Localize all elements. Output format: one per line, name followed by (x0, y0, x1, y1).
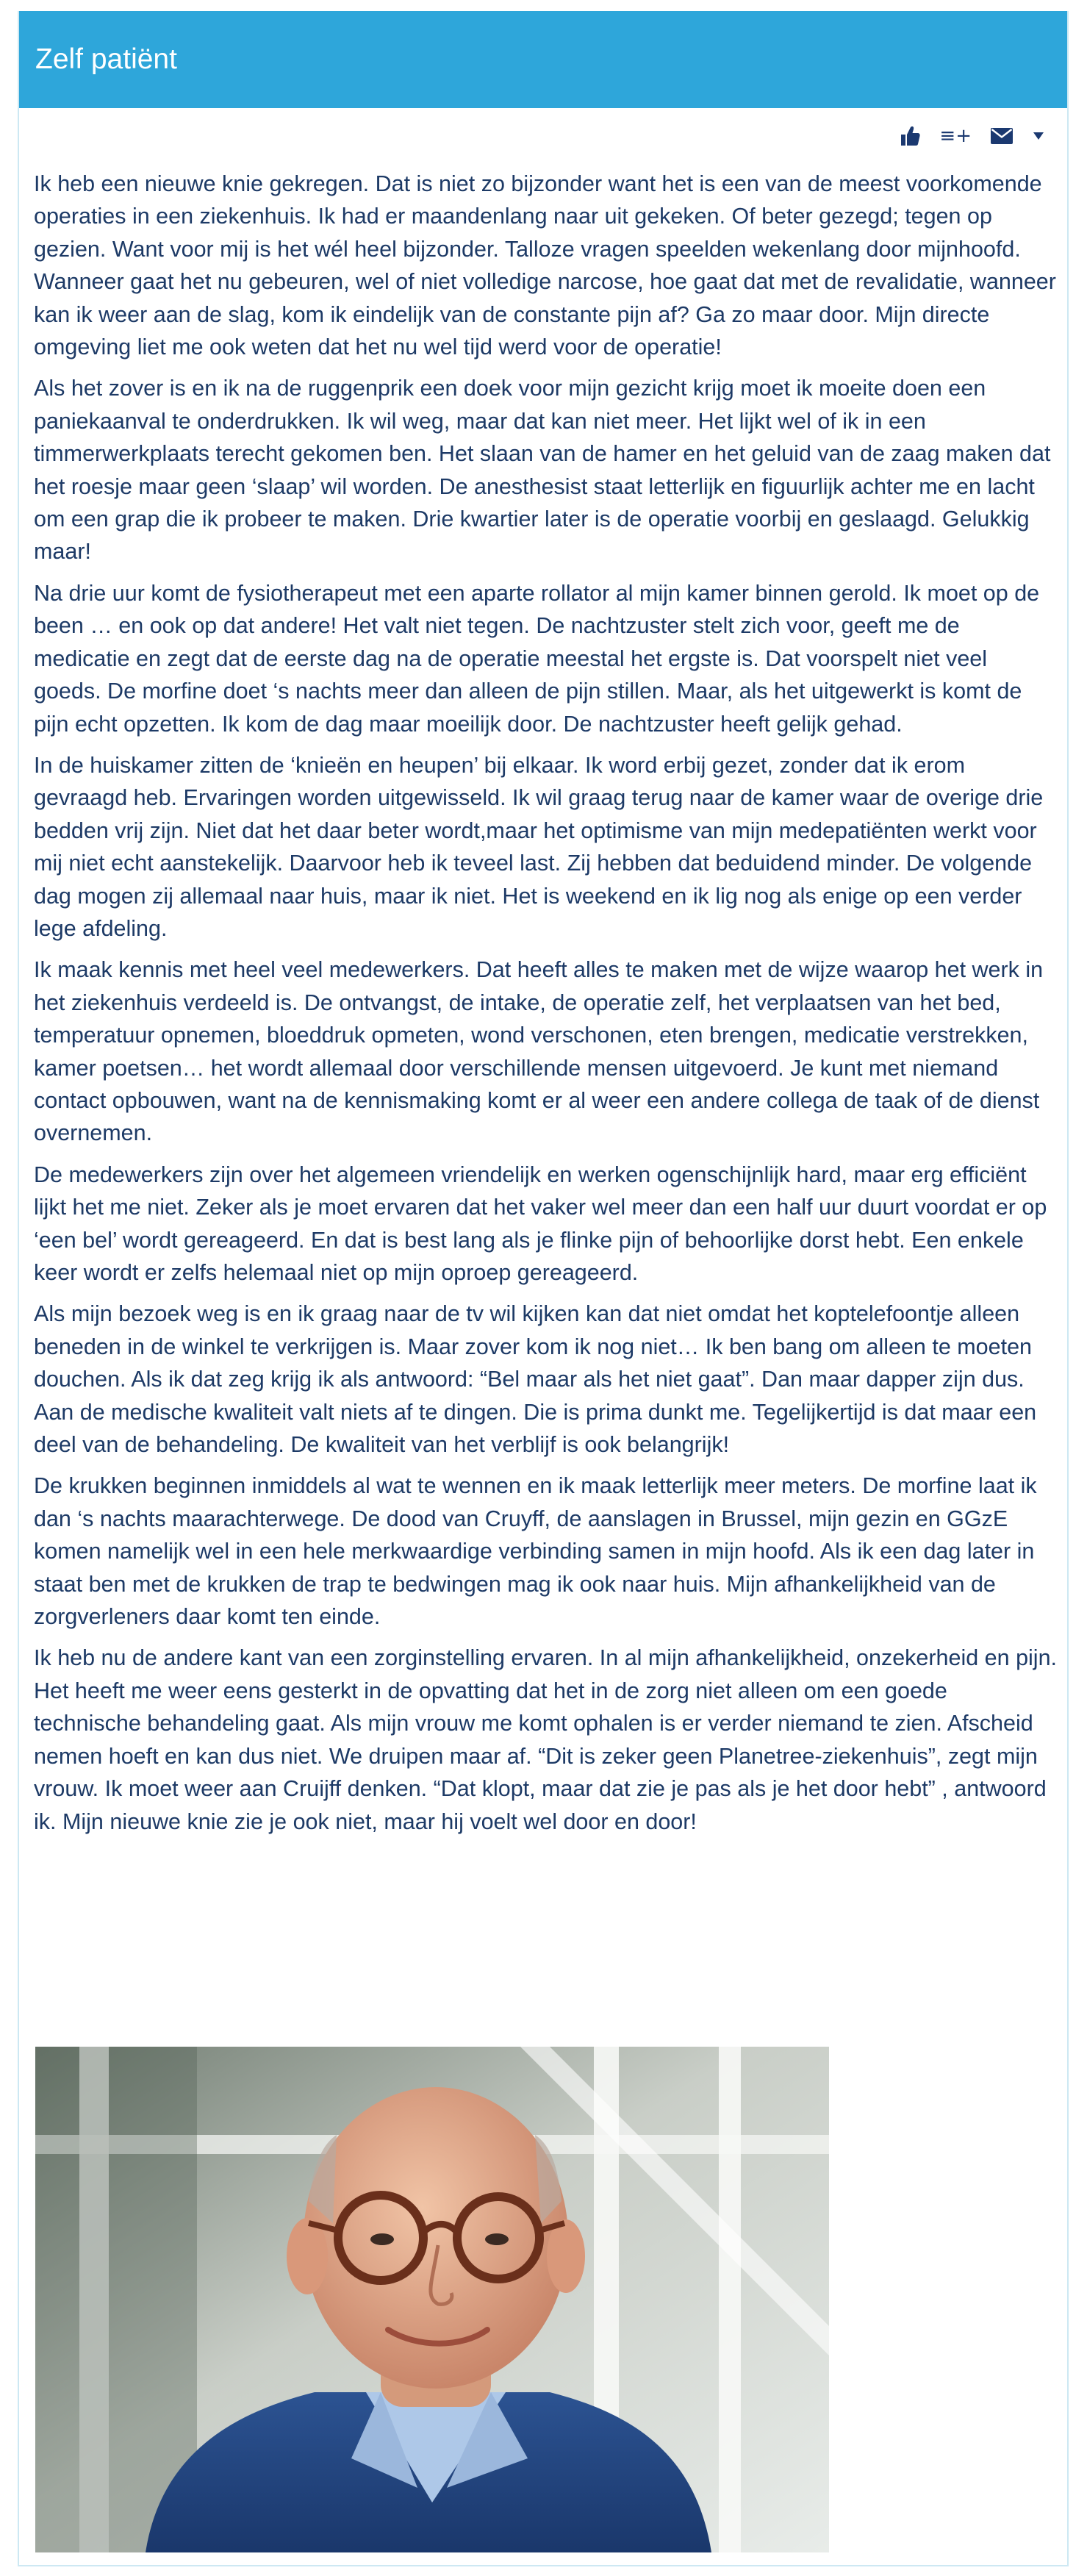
article-paragraph: De medewerkers zijn over het algemeen vriendelijk en werken ogenschijnlijk hard, maar erg efficiënt lijkt het me niet. Zeker als je moet ervaren dat het vaker wel meer dan een half uur duurt voordat er op ‘een bel’ wordt gereageerd. En dat is best lang als je flinke pijn of behoorlijke dorst hebt. Een enkele keer wordt er zelfs helemaal niet op mijn oproep gereageerd. (34, 1162, 1047, 1285)
article-paragraph: Ik heb een nieuwe knie gekregen. Dat is niet zo bijzonder want het is een van de meest voorkomende operaties in een ziekenhuis. Ik had er maandenlang naar uit gekeken. Of beter gezegd; tegen op gezien. Want voor mij is het wél heel bijzonder. Talloze vragen speelden wekenlang door mijnhoofd. Wanneer gaat het nu gebeuren, wel of niet volledige narcose, hoe gaat dat met de revalidatie, wanneer kan ik weer aan de slag, kom ik eindelijk van de constante pijn af? Ga zo maar door. Mijn directe omgeving liet me ook weten dat het nu wel tijd werd voor de operatie! (34, 171, 1056, 360)
card-header (19, 11, 1067, 108)
like-button[interactable] (900, 125, 920, 147)
caret-down-icon (1032, 131, 1045, 141)
email-button[interactable] (991, 128, 1013, 144)
article-card (18, 11, 1069, 2566)
article-toolbar (900, 121, 1045, 151)
page-title: Zelf patiënt (35, 43, 177, 75)
article-paragraph: Als mijn bezoek weg is en ik graag naar de tv wil kijken kan dat niet omdat het koptelefoontje alleen beneden in de winkel te verkrijgen is. Maar zover kom ik nog niet… Ik ben bang om alleen te moeten douchen. Als ik dat zeg krijg ik als antwoord: “Bel maar als het niet gaat”. Dan maar dapper zijn dus. Aan de medische kwaliteit valt niets af te dingen. Die is prima dunkt me. Tegelijkertijd is dat maar een deel van de behandeling. De kwaliteit van het verblijf is ook belangrijk! (34, 1301, 1037, 1458)
add-list-icon: ≡+ (939, 125, 972, 147)
thumbs-up-icon (900, 125, 920, 147)
add-to-list-button[interactable] (939, 125, 972, 147)
article-paragraph: Ik heb nu de andere kant van een zorginstelling ervaren. In al mijn afhankelijkheid, onzekerheid en pijn. Het heeft me weer eens gesterkt in de opvatting dat het in de zorg niet alleen om een goede technische behandeling gaat. Als mijn vrouw me komt ophalen is er verder niemand te zien. Afscheid nemen hoeft en kan dus niet. We druipen maar af. “Dit is zeker geen Planetree-ziekenhuis”, zegt mijn vrouw. Ik moet weer aan Cruijff denken. “Dat klopt, maar dat zie je pas als je het door hebt” , antwoord ik. Mijn nieuwe knie zie je ook niet, maar hij voelt wel door en door! (34, 1645, 1058, 1834)
more-options-button[interactable] (1032, 131, 1045, 141)
article-paragraph: In de huiskamer zitten de ‘knieën en heupen’ bij elkaar. Ik word erbij gezet, zonder dat ik erom gevraagd heb. Ervaringen worden uitgewisseld. Ik wil graag terug naar de kamer waar de overige drie bedden vrij zijn. Niet dat het daar beter wordt,maar het optimisme van mijn medepatiënten werkt voor mij niet echt aanstekelijk. Daarvoor heb ik teveel last. Zij hebben dat beduidend minder. De volgende dag mogen zij allemaal naar huis, maar ik niet. Het is weekend en ik lig nog als enige op een verder lege afdeling. (34, 752, 1044, 941)
author-photo (35, 2047, 829, 2552)
article-body (34, 168, 1059, 1847)
envelope-icon (991, 128, 1013, 144)
article-paragraph: Ik maak kennis met heel veel medewerkers. Dat heeft alles te maken met de wijze waarop het werk in het ziekenhuis verdeeld is. De ontvangst, de intake, de operatie zelf, het verplaatsen van het bed, temperatuur opnemen, bloeddruk opmeten, wond verschonen, eten brengen, medicatie verstrekken, kamer poetsen… het wordt allemaal door verschillende mensen uitgevoerd. Je kunt met niemand contact opbouwen, want na de kennismaking komt er al weer een andere collega de taak of de dienst overnemen. (34, 957, 1044, 1146)
article-paragraph: De krukken beginnen inmiddels al wat te wennen en ik maak letterlijk meer meters. De morfine laat ik dan ‘s nachts maarachterwege. De dood van Cruyff, de aanslagen in Brussel, mijn gezin en GGzE komen namelijk wel in een hele merkwaardige verbinding samen in mijn hoofd. Als ik een dag later in staat ben met de krukken de trap te bedwingen mag ik ook naar huis. Mijn afhankelijkheid van de zorgverleners daar komt ten einde. (34, 1473, 1037, 1630)
article-paragraph: Als het zover is en ik na de ruggenprik een doek voor mijn gezicht krijg moet ik moeite doen een paniekaanval te onderdrukken. Ik wil weg, maar dat kan niet meer. Het lijkt wel of ik in een timmerwerkplaats terecht gekomen ben. Het slaan van de hamer en het geluid van de zaag maken dat het roesje maar geen ‘slaap’ wil worden. De anesthesist staat letterlijk en figuurlijk achter me en lacht om een grap die ik probeer te maken. Drie kwartier later is de operatie voorbij en geslaagd. Gelukkig maar! (34, 376, 1051, 565)
article-paragraph: Na drie uur komt de fysiotherapeut met een aparte rollator al mijn kamer binnen gerold. Ik moet op de been … en ook op dat andere! Het valt niet tegen. De nachtzuster stelt zich voor, geeft me de medicatie en zegt dat de eerste dag na de operatie meestal het ergste is. Dat voorspelt niet veel goeds. De morfine doet ‘s nachts meer dan alleen de pijn stillen. Maar, als het uitgewerkt is komt de pijn echt opzetten. Ik kom de dag maar moeilijk door. De nachtzuster heeft gelijk gehad. (34, 580, 1040, 737)
